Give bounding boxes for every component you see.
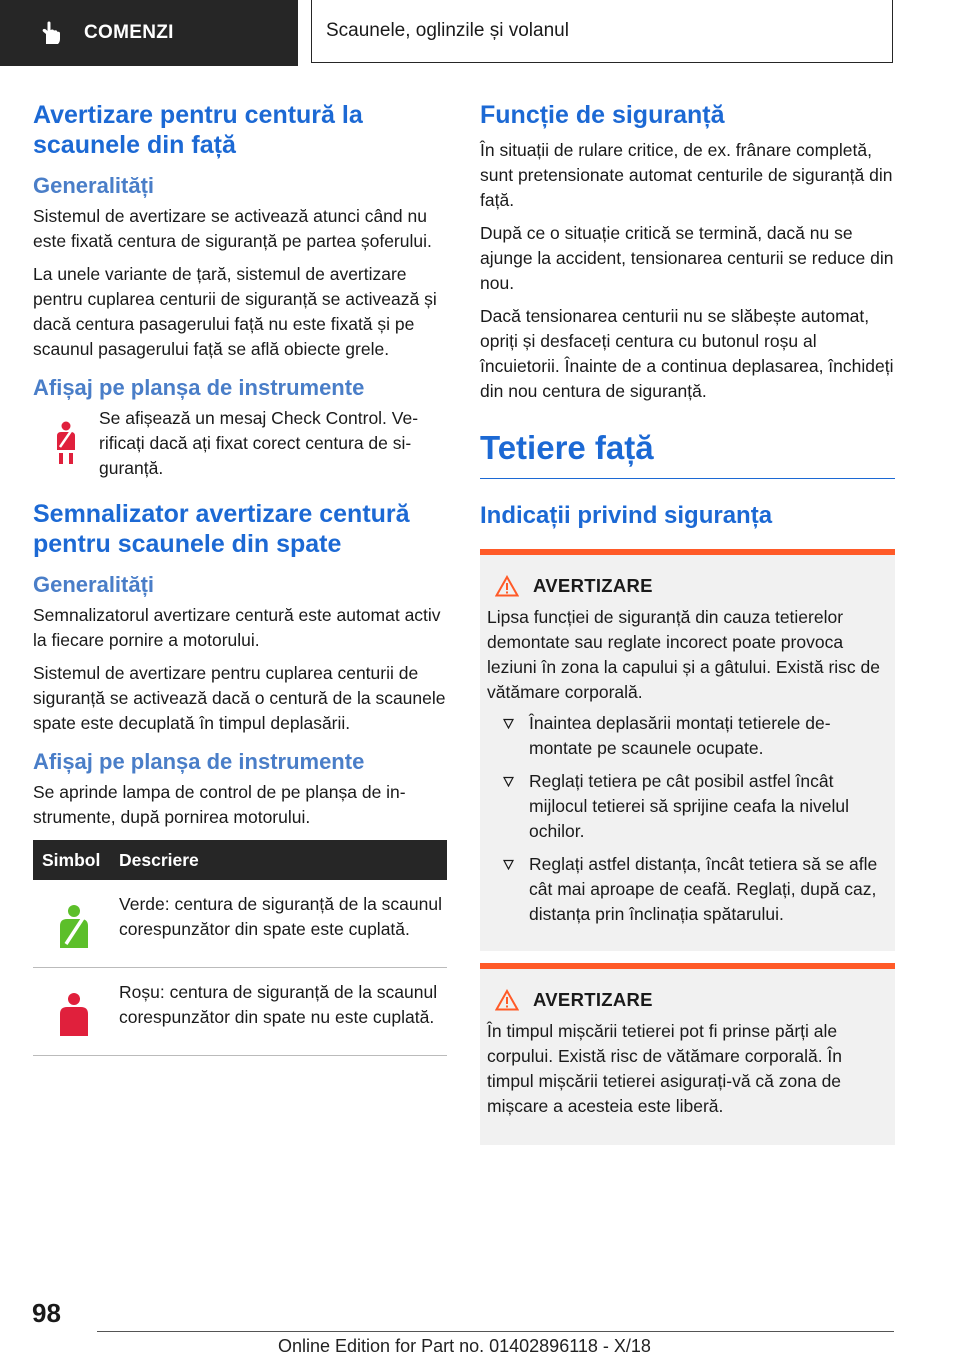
paragraph: Se aprinde lampa de control de pe planșa de instrumente, după pornirea motorului.: [33, 782, 406, 827]
section-label: Scaunele, oglinzile și volanul: [326, 20, 569, 41]
paragraph: Sistemul de avertizare pentru cuplarea centurii de siguranță se activează dacă o centură de la scaunele spate este decuplată în timpul deplasării.: [33, 663, 446, 733]
triangle-bullet-icon: [503, 718, 514, 729]
paragraph: La unele variante de țară, sistemul de avertizare pentru cuplarea centurii de siguranță se activează și dacă centura pasagerului față nu este fixată și pe scaunul pasagerului față se află obiecte grele.: [33, 264, 437, 359]
left-column: [33, 100, 447, 1056]
paragraph: Semnalizatorul avertizare centură este automat activ la fiecare pornire a motorului.: [33, 605, 441, 650]
table-cell-description: Verde: centura de siguranță de la scaunul corespunzător din spate este cuplată.: [115, 880, 447, 968]
check-control-row: [33, 406, 447, 481]
paragraph: În situații de rulare critice, de ex. frânare completă, sunt pretensionate automat centurile de siguranță din față.: [480, 140, 893, 210]
list-item: Înaintea deplasării montați tetierele demontate pe scaunele ocupate.: [487, 711, 885, 761]
list-item: Reglați astfel distanța, încât tetiera să se afle cât mai aproape de ceafă. Reglați, după caz, distanța prin înclinația spătarului.: [487, 852, 885, 927]
heading-display-2: Afișaj pe planșa de instrumente: [33, 749, 365, 774]
heading-front-headrests: Tetiere față: [480, 426, 895, 479]
footer-edition: Online Edition for Part no. 01402896118 - X/18: [278, 1336, 651, 1356]
page-number: 98: [32, 1298, 61, 1328]
seatbelt-unfastened-red-icon: [56, 992, 92, 1036]
table-header-description: Descriere: [115, 840, 447, 880]
table-row: [33, 880, 447, 968]
heading-safety-notes: Indicații privind siguranța: [480, 502, 773, 529]
triangle-bullet-icon: [503, 859, 514, 870]
hand-pointer-icon: [38, 20, 64, 46]
seatbelt-fastened-green-icon: [56, 904, 92, 948]
heading-rear-belt-warning: Semnalizator avertizare centură pentru scaunele din spate: [33, 500, 410, 558]
warning-text: În timpul mișcării tetierei pot fi prinse părți ale corpului. Există risc de vătămare corporală. În timpul mișcării tetierei asigurați-vă că zona de mișcare a acesteia este liberă.: [487, 1021, 843, 1116]
warning-label: AVERTIZARE: [533, 575, 653, 596]
page-header: [0, 0, 960, 66]
table-row: [33, 968, 447, 1056]
list-item: Reglați tetiera pe cât posibil astfel încât mijlocul tetierei să sprijine ceafa la nivelul ochilor.: [487, 769, 885, 844]
symbol-table: [33, 840, 447, 1056]
section-tab: [311, 0, 893, 63]
heading-general-2: Generalități: [33, 572, 155, 597]
table-header-symbol: Simbol: [33, 840, 115, 880]
chapter-tab[interactable]: [0, 0, 298, 66]
warning-triangle-icon: [495, 989, 519, 1011]
check-control-text: Se afișează un mesaj Check Control. Verificați dacă ați fixat corect centura de siguranță.: [99, 408, 419, 478]
chapter-label: COMENZI: [84, 22, 174, 43]
heading-general-1: Generalități: [33, 173, 155, 198]
right-column: [480, 100, 895, 1145]
heading-front-belt-warning: Avertizare pentru centură la scaunele din față: [33, 101, 363, 159]
warning-triangle-icon: [495, 575, 519, 597]
paragraph: Dacă tensionarea centurii nu se slăbește automat, opriți și desfaceți centura cu butonul roșu al încuietorii. Înainte de a continua deplasarea, închideți din nou centura de siguranță.: [480, 306, 894, 401]
seatbelt-warning-icon: [51, 420, 81, 464]
warning-box-1: [480, 549, 895, 951]
paragraph: Sistemul de avertizare se activează atunci când nu este fixată centura de siguranță pe partea șoferului.: [33, 206, 432, 251]
warning-label: AVERTIZARE: [533, 989, 653, 1010]
footer-divider: [97, 1331, 894, 1332]
paragraph: După ce o situație critică se termină, dacă nu se ajunge la accident, tensionarea centurii se reduce din nou.: [480, 223, 894, 293]
warning-box-2: [480, 963, 895, 1145]
warning-text: Lipsa funcției de siguranță din cauza tetierelor demontate sau reglate incorect poate provoca leziuni în zona la capului și a gâtului. Există risc de vătămare corporală.: [487, 607, 880, 702]
heading-safety-function: Funcție de siguranță: [480, 101, 725, 129]
heading-display-1: Afișaj pe planșa de instrumente: [33, 375, 365, 400]
table-cell-description: Roșu: centura de siguranță de la scaunul corespunzător din spate nu este cuplată.: [115, 968, 447, 1056]
triangle-bullet-icon: [503, 776, 514, 787]
